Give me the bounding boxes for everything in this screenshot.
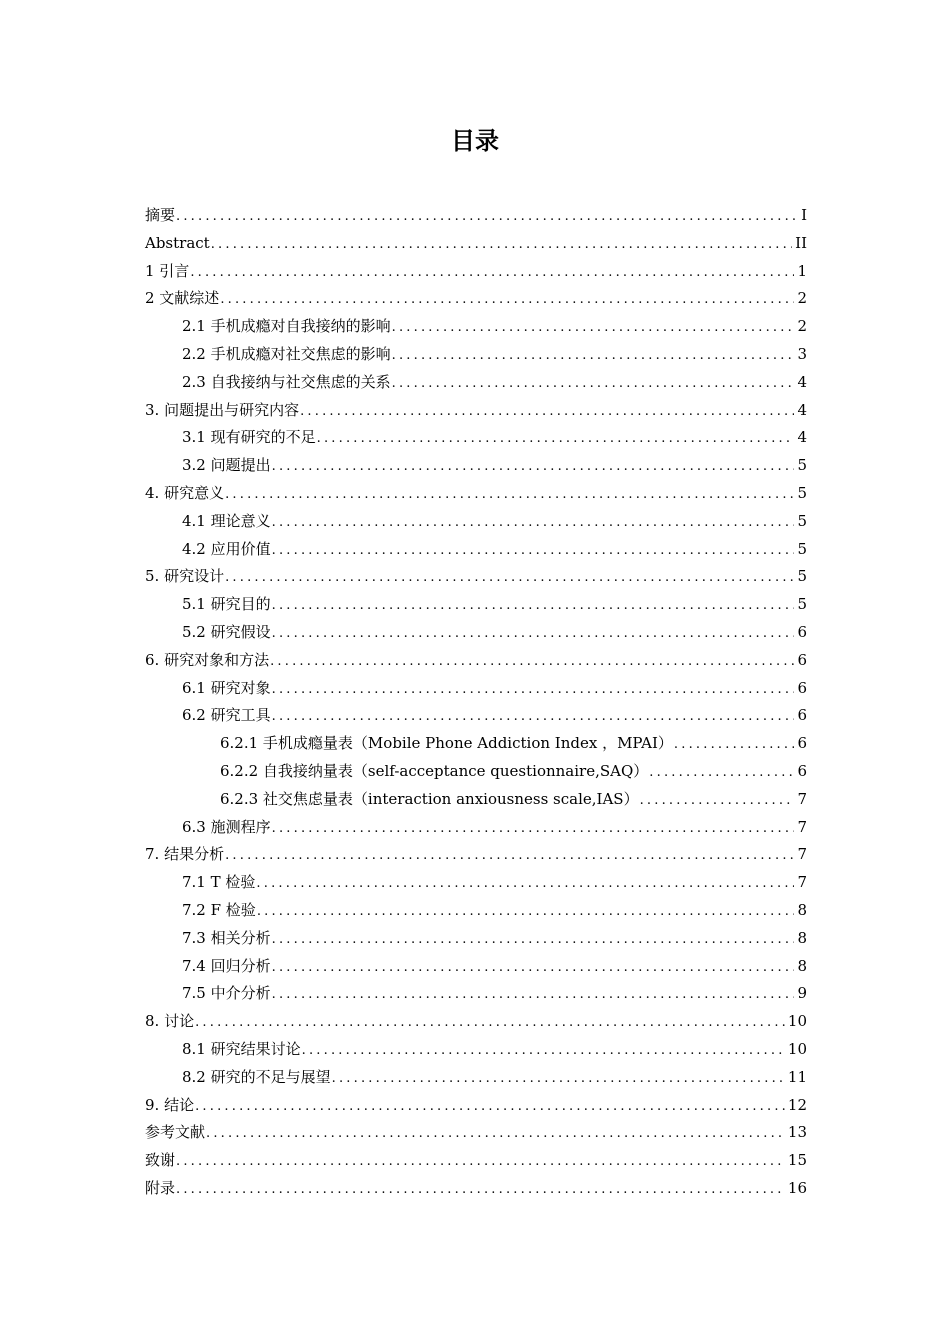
toc-entry-page-number: 1 bbox=[797, 261, 807, 280]
toc-entry-label: 3.2 问题提出 bbox=[182, 456, 271, 475]
toc-entry[interactable] bbox=[145, 814, 807, 842]
toc-entry[interactable] bbox=[145, 758, 807, 786]
toc-entry[interactable] bbox=[145, 1175, 807, 1203]
toc-entry[interactable] bbox=[145, 1008, 807, 1036]
toc-entry[interactable] bbox=[145, 730, 807, 758]
toc-entry-page-number: 5 bbox=[797, 483, 807, 502]
toc-entry-page-number: 2 bbox=[797, 289, 807, 308]
toc-entry-label: 3. 问题提出与研究内容 bbox=[145, 400, 300, 419]
toc-entry-label: 6.3 施测程序 bbox=[182, 817, 271, 836]
toc-entry-label: 7.3 相关分析 bbox=[182, 928, 271, 947]
toc-entry-page-number: 7 bbox=[797, 873, 807, 892]
toc-entry[interactable] bbox=[145, 258, 807, 286]
toc-entry-label: 4. 研究意义 bbox=[145, 483, 225, 502]
toc-entry-label: 7.2 F 检验 bbox=[182, 900, 256, 919]
toc-entry-page-number: 7 bbox=[797, 845, 807, 864]
toc-entry[interactable] bbox=[145, 980, 807, 1008]
toc-dot-leader bbox=[272, 620, 795, 648]
toc-entry-page-number: 2 bbox=[797, 317, 807, 336]
toc-entry[interactable] bbox=[145, 480, 807, 508]
toc-entry-label: 6.2 研究工具 bbox=[182, 706, 271, 725]
toc-entry[interactable] bbox=[145, 341, 807, 369]
toc-entry-page-number: 11 bbox=[787, 1067, 807, 1086]
toc-entry[interactable] bbox=[145, 925, 807, 953]
toc-entry-page-number: 4 bbox=[797, 428, 807, 447]
toc-dot-leader bbox=[195, 1093, 785, 1121]
toc-entry-page-number: 5 bbox=[797, 595, 807, 614]
toc-entry-page-number: 9 bbox=[797, 984, 807, 1003]
toc-dot-leader bbox=[300, 398, 794, 426]
toc-entry[interactable] bbox=[145, 230, 807, 258]
toc-dot-leader bbox=[211, 231, 792, 259]
toc-dot-leader bbox=[190, 259, 794, 287]
toc-entry-page-number: 6 bbox=[797, 650, 807, 669]
toc-dot-leader bbox=[392, 314, 795, 342]
toc-entry-label: 6.1 研究对象 bbox=[182, 678, 271, 697]
toc-dot-leader bbox=[392, 342, 795, 370]
toc-entry[interactable] bbox=[145, 369, 807, 397]
toc-dot-leader bbox=[176, 203, 798, 231]
toc-dot-leader bbox=[302, 1037, 785, 1065]
toc-dot-leader bbox=[206, 1120, 785, 1148]
toc-entry-page-number: 5 bbox=[797, 511, 807, 530]
toc-entry-page-number: 3 bbox=[797, 344, 807, 363]
toc-entry[interactable] bbox=[145, 452, 807, 480]
toc-entry-label: 4.2 应用价值 bbox=[182, 539, 271, 558]
toc-dot-leader bbox=[272, 926, 795, 954]
toc-entry-page-number: 15 bbox=[787, 1151, 807, 1170]
toc-dot-leader bbox=[257, 898, 795, 926]
toc-entry[interactable] bbox=[145, 1092, 807, 1120]
toc-entry[interactable] bbox=[145, 702, 807, 730]
toc-entry-label: 1 引言 bbox=[145, 261, 190, 280]
toc-dot-leader bbox=[225, 842, 794, 870]
toc-dot-leader bbox=[225, 564, 794, 592]
toc-entry-page-number: 8 bbox=[797, 900, 807, 919]
toc-entry-label: 9. 结论 bbox=[145, 1095, 195, 1114]
toc-entry[interactable] bbox=[145, 536, 807, 564]
toc-entry-page-number: 4 bbox=[797, 400, 807, 419]
toc-entry-label: 5. 研究设计 bbox=[145, 567, 225, 586]
toc-entry-label: 2.3 自我接纳与社交焦虑的关系 bbox=[182, 372, 391, 391]
toc-entry-page-number: 8 bbox=[797, 928, 807, 947]
toc-entry[interactable] bbox=[145, 1119, 807, 1147]
toc-entry[interactable] bbox=[145, 424, 807, 452]
toc-entry-page-number: I bbox=[801, 206, 807, 224]
toc-entry-label: 8. 讨论 bbox=[145, 1012, 195, 1031]
toc-entry[interactable] bbox=[145, 619, 807, 647]
toc-entry[interactable] bbox=[145, 841, 807, 869]
toc-entry[interactable] bbox=[145, 202, 807, 230]
toc-entry-page-number: 12 bbox=[787, 1095, 807, 1114]
toc-entry-label: 2 文献综述 bbox=[145, 289, 220, 308]
toc-entry-label: 致谢 bbox=[145, 1151, 176, 1170]
toc-dot-leader bbox=[176, 1148, 785, 1176]
toc-entry-label: 7.4 回归分析 bbox=[182, 956, 271, 975]
toc-dot-leader bbox=[272, 453, 795, 481]
toc-entry-page-number: 16 bbox=[787, 1178, 807, 1197]
toc-entry-label: 7.1 T 检验 bbox=[182, 873, 256, 892]
toc-entry-page-number: 10 bbox=[787, 1012, 807, 1031]
toc-entry-page-number: II bbox=[795, 233, 807, 252]
toc-entry[interactable] bbox=[145, 313, 807, 341]
toc-entry[interactable] bbox=[145, 563, 807, 591]
toc-dot-leader bbox=[256, 870, 794, 898]
toc-entry-page-number: 7 bbox=[797, 817, 807, 836]
toc-entry[interactable] bbox=[145, 675, 807, 703]
toc-entry-label: 8.2 研究的不足与展望 bbox=[182, 1067, 331, 1086]
toc-entry[interactable] bbox=[145, 508, 807, 536]
toc-dot-leader bbox=[176, 1176, 785, 1204]
toc-entry-page-number: 5 bbox=[797, 456, 807, 475]
toc-entry[interactable] bbox=[145, 591, 807, 619]
toc-entry-page-number: 10 bbox=[787, 1039, 807, 1058]
toc-entry-page-number: 7 bbox=[797, 789, 807, 808]
toc-entry-label: 附录 bbox=[145, 1178, 176, 1197]
toc-entry[interactable] bbox=[145, 869, 807, 897]
toc-dot-leader bbox=[195, 1009, 785, 1037]
toc-dot-leader bbox=[392, 370, 795, 398]
toc-entry-page-number: 5 bbox=[797, 539, 807, 558]
toc-entry-label: 6.2.1 手机成瘾量表（Mobile Phone Addiction Index ，MPAI） bbox=[220, 734, 673, 753]
toc-dot-leader bbox=[332, 1065, 785, 1093]
page-title: 目录 bbox=[451, 127, 499, 155]
toc-entry-label: 摘要 bbox=[145, 206, 176, 224]
toc-dot-leader bbox=[272, 703, 795, 731]
toc-entry[interactable] bbox=[145, 786, 807, 814]
toc-entry-label: 5.2 研究假设 bbox=[182, 622, 271, 641]
toc-entry-label: 7.5 中介分析 bbox=[182, 984, 271, 1003]
toc-entry-page-number: 6 bbox=[797, 761, 807, 780]
toc-entry[interactable] bbox=[145, 647, 807, 675]
toc-entry-page-number: 5 bbox=[797, 567, 807, 586]
toc-entry-page-number: 4 bbox=[797, 372, 807, 391]
toc-entry-label: 6.2.2 自我接纳量表（self-acceptance questionnaire,SAQ） bbox=[220, 761, 649, 780]
toc-dot-leader bbox=[272, 592, 795, 620]
toc-entry-label: Abstract bbox=[145, 233, 210, 252]
toc-dot-leader bbox=[225, 481, 794, 509]
toc-entry-label: 7. 结果分析 bbox=[145, 845, 225, 864]
toc-dot-leader bbox=[317, 425, 795, 453]
toc-entry[interactable] bbox=[145, 953, 807, 981]
toc-entry-label: 4.1 理论意义 bbox=[182, 511, 271, 530]
toc-entry-page-number: 13 bbox=[787, 1123, 807, 1142]
toc-dot-leader bbox=[272, 676, 795, 704]
table-of-contents bbox=[145, 202, 807, 1203]
toc-dot-leader bbox=[649, 759, 794, 787]
toc-dot-leader bbox=[640, 787, 795, 815]
toc-dot-leader bbox=[272, 815, 795, 843]
toc-entry-label: 3.1 现有研究的不足 bbox=[182, 428, 316, 447]
toc-entry-page-number: 6 bbox=[797, 734, 807, 753]
toc-entry-label: 8.1 研究结果讨论 bbox=[182, 1039, 301, 1058]
toc-dot-leader bbox=[272, 537, 795, 565]
toc-entry-page-number: 6 bbox=[797, 622, 807, 641]
toc-dot-leader bbox=[674, 731, 795, 759]
toc-dot-leader bbox=[272, 509, 795, 537]
toc-entry[interactable] bbox=[145, 1064, 807, 1092]
toc-dot-leader bbox=[272, 954, 795, 982]
toc-entry-page-number: 6 bbox=[797, 706, 807, 725]
toc-entry-label: 6.2.3 社交焦虑量表（interaction anxiousness scale,IAS） bbox=[220, 789, 639, 808]
toc-entry[interactable] bbox=[145, 897, 807, 925]
toc-dot-leader bbox=[270, 648, 794, 676]
toc-entry[interactable] bbox=[145, 397, 807, 425]
toc-entry-page-number: 6 bbox=[797, 678, 807, 697]
toc-entry-label: 5.1 研究目的 bbox=[182, 595, 271, 614]
toc-entry-page-number: 8 bbox=[797, 956, 807, 975]
toc-entry-label: 6. 研究对象和方法 bbox=[145, 650, 270, 669]
toc-dot-leader bbox=[220, 286, 794, 314]
toc-entry[interactable] bbox=[145, 285, 807, 313]
toc-entry[interactable] bbox=[145, 1147, 807, 1175]
toc-entry-label: 2.1 手机成瘾对自我接纳的影响 bbox=[182, 317, 391, 336]
toc-entry-label: 2.2 手机成瘾对社交焦虑的影响 bbox=[182, 344, 391, 363]
toc-entry-label: 参考文献 bbox=[145, 1123, 206, 1142]
toc-dot-leader bbox=[272, 981, 795, 1009]
toc-entry[interactable] bbox=[145, 1036, 807, 1064]
